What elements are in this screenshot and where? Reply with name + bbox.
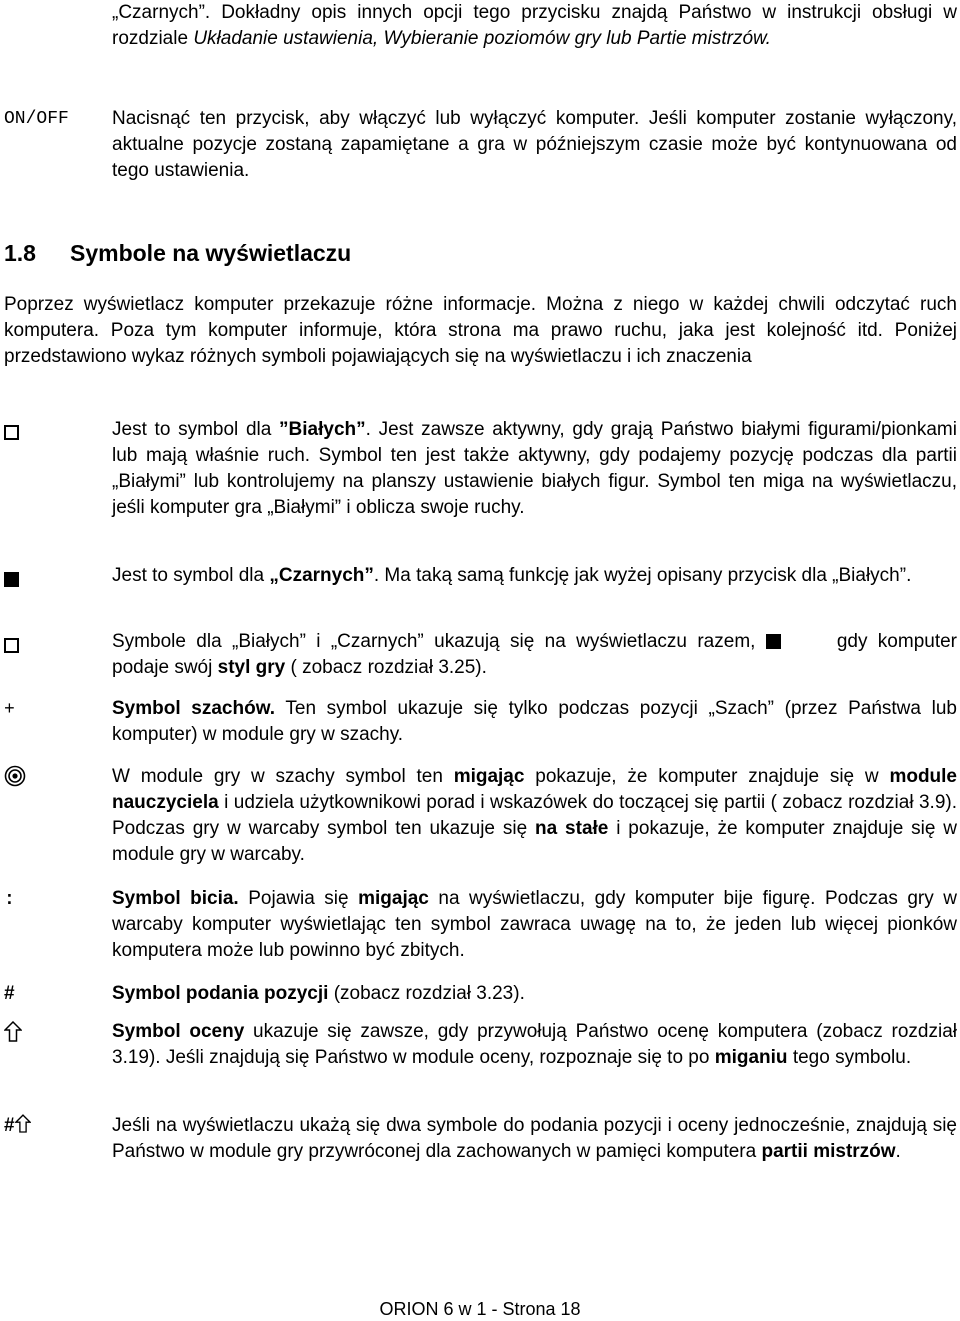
teacher-target-icon <box>4 765 26 792</box>
white-symbol-icon <box>4 420 19 446</box>
section-title: Symbole na wyświetlaczu <box>70 240 352 266</box>
white-symbol-description: Jest to symbol dla ”Białych”. Jest zawsze aktywny, gdy grają Państwo białymi figurami/pionkami lub mają właśnie ruch. Symbol ten jest także aktywny, gdy podajemy pozycję podczas dla partii „Białymi” lub kontrolujemy na planszy ustawienie białych figur. Symbol ten miga na wyświetlaczu, jeśli komputer gra „Białymi” i oblicza swoje ruchy. <box>112 419 957 518</box>
position-symbol-label: # <box>4 983 15 1004</box>
onoff-description: Nacisnąć ten przycisk, aby włączyć lub wyłączyć komputer. Jeśli komputer zostanie wyłączony, aktualne pozycje zostaną zapamiętane a gra w późniejszym czasie może być kontynuowana od tego ustawienia. <box>112 108 957 181</box>
check-symbol-description: Symbol szachów. Ten symbol ukazuje się tylko podczas pozycji „Szach” (przez Państwa lub komputer) w module gry w szachy. <box>112 698 957 745</box>
position-symbol-description: Symbol podania pozycji (zobacz rozdział 3.23). <box>112 983 525 1004</box>
check-symbol-label: + <box>4 700 15 720</box>
both-symbols-description: Symbole dla „Białych” i „Czarnych” ukazują się na wyświetlaczu razem, gdy komputer podaje swój styl gry ( zobacz rozdział 3.25). <box>112 631 958 678</box>
section-number: 1.8 <box>4 240 36 266</box>
capture-symbol-description: Symbol bicia. Pojawia się migając na wyświetlaczu, gdy komputer bije figurę. Podczas gry w warcaby komputer wyświetlając ten symbol zawraca uwagę na to, że jeden lub więcej pionków komputera może lub powinno być zbitych. <box>112 888 957 961</box>
position-symbol-inline: # <box>4 1115 15 1136</box>
continuation-paragraph <box>112 0 957 52</box>
paragraph-text: „Czarnych”. Dokładny opis innych opcji tego przycisku znajdą Państwo w instrukcji obsługi w rozdziale <box>112 2 957 49</box>
evaluation-symbol-description: Symbol oceny ukazuje się zawsze, gdy przywołują Państwo ocenę komputera (zobacz rozdział 3.19). Jeśli znajdują się Państwo w module oceny, rozpoznaje się to po miganiu tego symbolu. <box>112 1021 957 1068</box>
onoff-label: ON/OFF <box>4 109 69 129</box>
combo-symbol-description: Jeśli na wyświetlaczu ukażą się dwa symbole do podania pozycji i oceny jednocześnie, znajdują się Państwo w module gry przywróconej dla zachowanych w pamięci komputera partii mistrzów. <box>112 1115 957 1162</box>
capture-symbol-label: : <box>4 890 15 910</box>
combo-symbol-label <box>4 1113 31 1139</box>
black-symbol-description: Jest to symbol dla „Czarnych”. Ma taką samą funkcję jak wyżej opisany przycisk dla „Białych”. <box>112 565 912 586</box>
black-symbol-icon <box>4 567 19 593</box>
black-symbol-inline-icon <box>766 634 781 649</box>
both-symbols-icon <box>4 633 19 659</box>
italic-chapter-reference: Układanie ustawienia, Wybieranie poziomów gry lub Partie mistrzów. <box>193 28 771 49</box>
intro-paragraph: Poprzez wyświetlacz komputer przekazuje różne informacje. Można z niego w każdej chwili odczytać ruch komputera. Poza tym komputer informuje, która strona ma prawo ruchu, jaka jest kolejność itd. Poniżej przedstawiono wykaz różnych symboli pojawiających się na wyświetlaczu i ich znaczenia <box>4 294 957 367</box>
evaluation-arrow-inline-icon <box>15 1114 31 1134</box>
page-footer: ORION 6 w 1 - Strona 18 <box>379 1299 581 1319</box>
teacher-symbol-description: W module gry w szachy symbol ten migając pokazuje, że komputer znajduje się w module nauczyciela i udziela użytkownikowi porad i wskazówek do toczącej się partii ( zobacz rozdział 3.9). Podczas gry w warcaby symbol ten ukazuje się na stałe i pokazuje, że komputer znajduje się w module gry w warcaby. <box>112 766 958 865</box>
section-heading <box>4 237 351 269</box>
evaluation-arrow-icon <box>4 1021 22 1048</box>
